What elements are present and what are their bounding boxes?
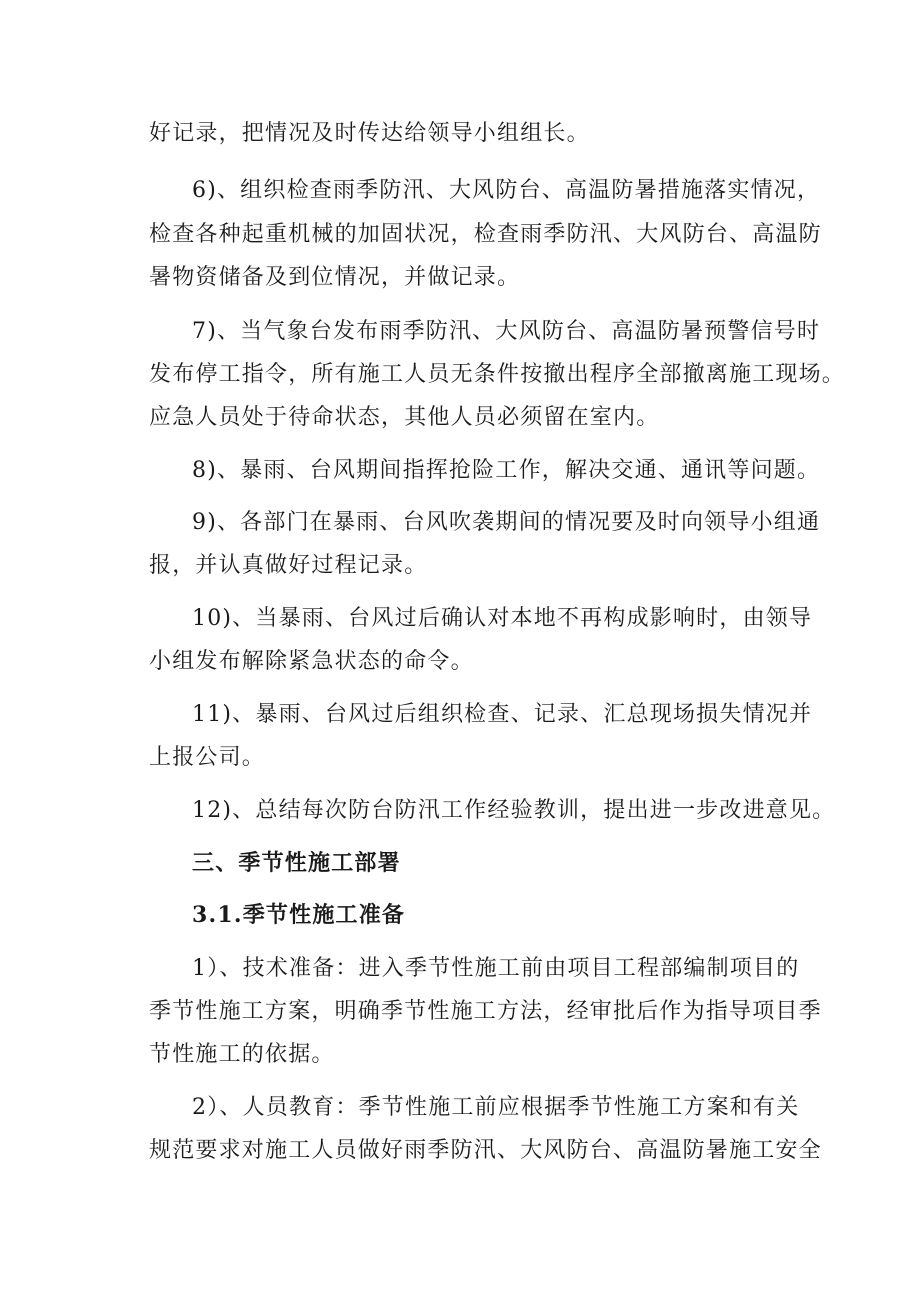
paragraph-line: 9)、各部门在暴雨、台风吹袭期间的情况要及时向领导小组通 — [192, 510, 821, 535]
paragraph-line: 报，并认真做好过程记录。 — [149, 553, 428, 578]
paragraph-line: 小组发布解除紧急状态的命令。 — [149, 649, 474, 674]
paragraph-line: 暑物资储备及到位情况，并做记录。 — [149, 265, 521, 290]
paragraph-line: 12)、总结每次防台防汛工作经验教训，提出进一步改进意见。 — [192, 798, 836, 823]
paragraph-line: 检查各种起重机械的加固状况，检查雨季防汛、大风防台、高温防 — [149, 222, 822, 247]
paragraph-line: 季节性施工方案，明确季节性施工方法，经审批后作为指导项目季 — [149, 999, 822, 1024]
paragraph-line: 8)、暴雨、台风期间指挥抢险工作，解决交通、通讯等问题。 — [192, 458, 821, 483]
paragraph-line: 规范要求对施工人员做好雨季防汛、大风防台、高温防暑施工安全 — [149, 1138, 822, 1163]
paragraph-line: 发布停工指令，所有施工人员无条件按撤出程序全部撤离施工现场。 — [149, 362, 846, 387]
paragraph-line: 11)、暴雨、台风过后组织检查、记录、汇总现场损失情况并 — [192, 702, 813, 727]
paragraph-line: 好记录，把情况及时传达给领导小组组长。 — [149, 121, 590, 146]
paragraph-line: 1）、技术准备：进入季节性施工前由项目工程部编制项目的 — [192, 956, 800, 981]
paragraph-line: 应急人员处于待命状态，其他人员必须留在室内。 — [149, 405, 660, 430]
paragraph-line: 6)、组织检查雨季防汛、大风防台、高温防暑措施落实情况， — [192, 178, 821, 203]
paragraph-line: 7)、当气象台发布雨季防汛、大风防台、高温防暑预警信号时 — [192, 319, 821, 344]
paragraph-line: 节性施工的依据。 — [149, 1042, 335, 1067]
section-heading: 三、季节性施工部署 — [192, 850, 401, 876]
paragraph-line: 10)、当暴雨、台风过后确认对本地不再构成影响时，由领导 — [192, 606, 813, 631]
subsection-heading: 3.1.季节性施工准备 — [192, 902, 406, 928]
paragraph-line: 上报公司。 — [149, 745, 266, 770]
paragraph-line: 2）、人员教育：季节性施工前应根据季节性施工方案和有关 — [192, 1095, 800, 1120]
